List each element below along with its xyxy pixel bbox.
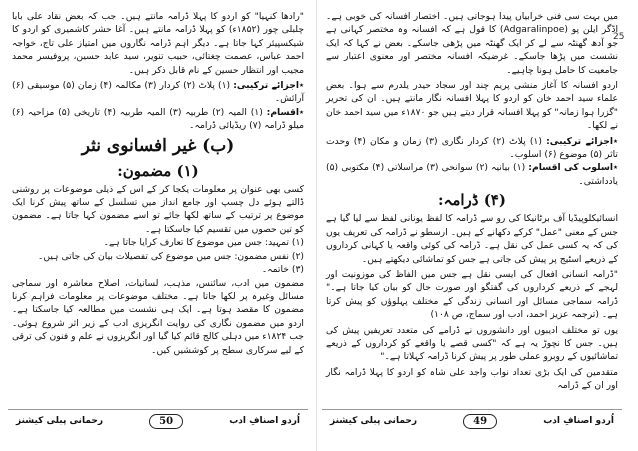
left-kinds-text: (۱) المیہ (۲) طربیہ (۳) المیہ طربیہ (۴) تاریخی (۵) مزاحیہ (۶) میلو ڈرامہ (۷) ریڈیائی ڈرامہ۔ <box>12 106 304 132</box>
left-elements-text: (۱) پلاٹ (۲) کردار (۳) مکالمہ (۴) زمان (۵) موسیقی (۶) آرائش۔ <box>12 80 304 105</box>
essay-part-1: (۱) تمہید: جس میں موضوع کا تعارف کرایا جاتا ہے۔ <box>103 237 304 249</box>
left-elements <box>8 79 308 106</box>
left-footer-book-title: اُردو اصنافِ ادب <box>229 416 300 426</box>
right-styles-label: ٭اسلوب کی اقسام: <box>528 162 619 174</box>
right-styles-text: (۱) بیانیہ (۲) سوانحی (۳) مراسلاتی (۴) مکتوبی (۵) یادداشتی۔ <box>326 162 618 187</box>
non-fiction-heading: (ب) غیر افسانوی نثر <box>81 135 235 156</box>
side-page-number: 25 <box>613 32 625 42</box>
drama-paragraph-4: متقدمین کی ایک بڑی تعداد نواب واجد علی شاہ کو اردو کا پہلا ڈرامہ نگار اور ان کے ڈرامہ <box>326 366 618 392</box>
right-elements-label: ٭اجزائے ترکیبی: <box>546 135 619 147</box>
right-page <box>322 10 625 434</box>
right-styles <box>322 161 622 188</box>
essay-paragraph-1: کسی بھی عنوان پر معلومات یکجا کر کے اس کے ذیلی موضوعات پر روشنی ڈالتے ہوئے دل چسپ اور جامع انداز میں تسلسل کے ساتھ پیش کرنا ایک موضوع پر ترتیب کے ساتھ لکھا جائے تو اسے مضمون کہا جاتا ہے۔ مضمون کو تین حصوں میں تقسیم کیا جاسکتا ہے۔ <box>12 183 304 235</box>
left-paragraph-1: "رادھا کنہیا" کو اردو کا پہلا ڈرامہ مانتے ہیں۔ جب کہ بعض نقاد علی بابا چلبلی چور (۱۸۵۲ء) کو پہلا ڈرامہ مانتے ہیں۔ آغا حشر کاشمیری کو اردو کا شیکسپیئر کہا جاتا ہے۔ دیگر اہم ڈرامہ نگاروں میں امتیاز علی تاج، خواجہ احمد عباس، عصمت چغتائی، حبیب تنویر، سید عابد حسین، پروفیسر محمد مجیب اور انتظار حسین کے نام قابل ذکر ہیں۔ <box>12 11 304 76</box>
right-elements <box>322 135 622 162</box>
left-page-number: 50 <box>149 414 183 429</box>
right-footer <box>322 409 622 432</box>
essay-heading: (۱) مضمون: <box>117 161 199 180</box>
right-paragraph-2: اردو افسانہ کا آغاز منشی پریم چند اور سجاد حیدر یلدرم سے ہوا۔ بعض علماء سید احمد خان کو اردو کا پہلا افسانہ نگار مانتے ہیں۔ ان کی تحریر "گزرا ہوا زمانہ" کو پہلا افسانہ قرار دیتے ہیں جو ۱۸۷۰ء میں سید احمد خان نے لکھا۔ <box>326 80 618 132</box>
right-page-number: 49 <box>463 414 497 429</box>
left-footer-publisher: رحمانی پبلی کیشنز <box>16 416 104 426</box>
left-page <box>8 10 308 434</box>
drama-heading: (۴) ڈرامہ: <box>438 191 506 210</box>
drama-paragraph-3: یوں تو مختلف ادیبوں اور دانشوروں نے ڈرامے کی متعدد تعریفیں پیش کی ہیں۔ جس کا نچوڑ یہ ہے کہ "کسی قصے یا واقعے کو کرداروں کے ذریعے تماشائیوں کے روبرو عملی طور پر پیش کرنا ڈرامہ کہلاتا ہے۔" <box>326 324 618 363</box>
right-footer-publisher: رحمانی پبلی کیشنز <box>330 416 418 426</box>
essay-part-3: (۳) خاتمہ۔ <box>261 264 304 276</box>
spine-divider <box>316 0 317 451</box>
right-elements-text: (۱) پلاٹ (۲) کردار نگاری (۳) زمان و مکان (۴) وحدت تاثر (۵) موضوع (۶) اسلوب۔ <box>326 135 618 161</box>
right-paragraph-1: میں بہت سی فنی خرابیاں پیدا ہوجاتی ہیں۔ اختصار افسانہ کی خوبی ہے۔ اڈگر ایلن پو (Adgaralinpoe) کا قول ہے کہ افسانہ وہ مختصر کہانی ہے جو آدھ گھنٹہ سے لے کر ایک گھنٹہ میں پڑھی جاسکے۔ بعض نے کہا کہ ایک نشست میں پڑھا جاسکے۔ غرضیکہ افسانہ مختصر اور معنوی اعتبار سے جامعیت کا حامل ہونا چاہیے۔ <box>326 11 618 76</box>
essay-part-2: (۲) نفس مضمون: جس میں موضوع کی تفصیلات بیان کی جاتی ہیں۔ <box>38 250 304 262</box>
essay-paragraph-2: مضمون میں ادب، سائنس، مذہب، لسانیات، اصلاح معاشرہ اور سماجی مسائل وغیرہ پر لکھا جاتا ہے۔ مختلف موضوعات پر معلومات فراہم کرنا مضمون کا مقصد ہوتا ہے۔ ایک ہی نشست میں مطالعہ کیا جاسکتا ہے۔ اردو میں مضمون نگاری کی روایت انگریزی ادب کے زیر اثر شروع ہوئی۔ جب ۱۸۲۴ء میں دہلی کالج قائم کیا گیا اور انگریزوں نے علم و فنون کی ترقی کے لیے سرکاری سطح پر کوششیں کیں۔ <box>12 277 304 356</box>
left-elements-label: ٭اجزائے ترکیبی: <box>233 80 304 92</box>
left-footer <box>8 409 308 432</box>
left-kinds <box>8 106 308 133</box>
drama-paragraph-2: "ڈرامہ انسانی افعال کی ایسی نقل ہے جس میں الفاظ کی موزونیت اور لہجے کے ذریعے کرداروں کی گفتگو اور صورت حال کو بیان کیا جاتا ہے۔" ڈرامہ سماجی مسائل اور انسانی زندگی کے مختلف پہلوؤں کو پیش کرتا ہے۔ (ترجمہ عزیز احمد، ادب اور سماج، ص ۱۰۸) <box>326 268 618 321</box>
drama-paragraph-1: انسائیکلوپیڈیا آف برٹانیکا کی رو سے ڈرامہ کا لفظ یونانی لفظ سے لیا گیا ہے جس کے معنی "عمل" کرکے دکھانے کے ہیں۔ ارسطو نے ڈرامہ کی تعریف یوں کی کہ یہ کسی عمل کی نقل ہے۔ ڈرامہ کی کوئی واقعہ یا کہانی کرداروں کے ذریعے اسٹیج پر پیش کی جاتی ہے جس کو تماشائی دیکھتے ہیں۔ <box>326 213 618 265</box>
essay-parts-list <box>8 236 308 276</box>
left-kinds-label: ٭اقسام: <box>266 106 305 118</box>
right-footer-book-title: اُردو اصنافِ ادب <box>543 416 614 426</box>
